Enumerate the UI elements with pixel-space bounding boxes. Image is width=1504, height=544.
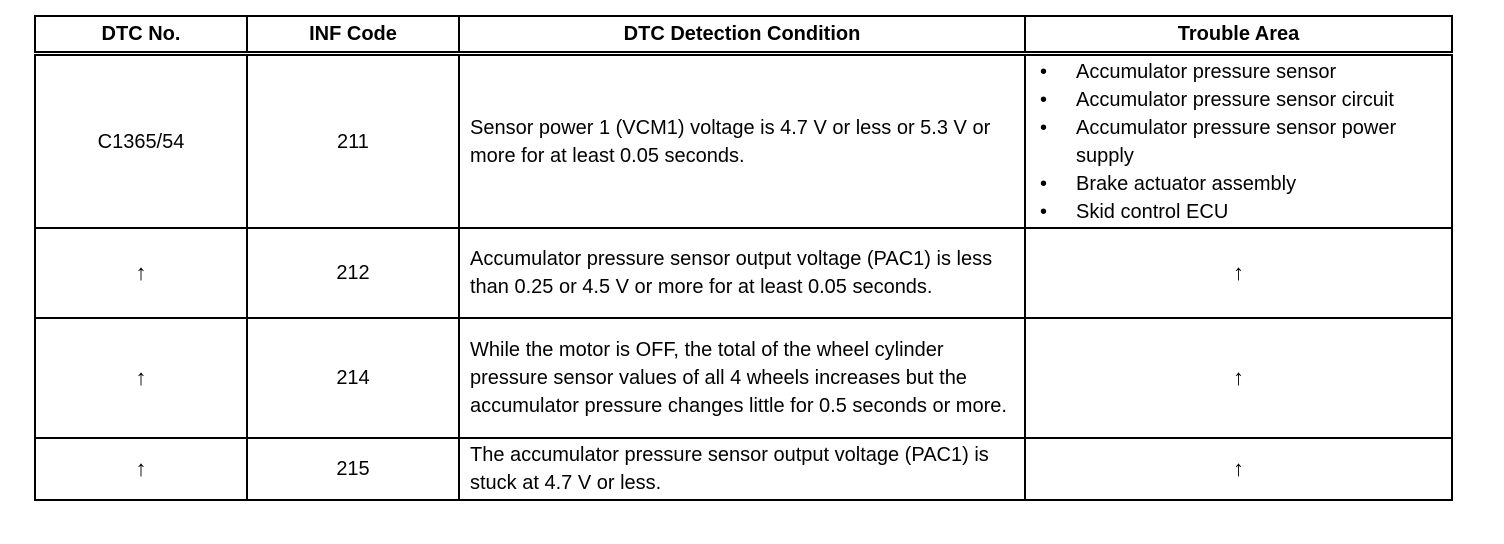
trouble-item-text: Brake actuator assembly	[1076, 172, 1297, 195]
list-item	[1036, 58, 1441, 86]
list-item	[1036, 170, 1441, 198]
dtc-no-same-as-above-icon: ↑	[35, 318, 247, 438]
inf-code-cell: 212	[247, 228, 459, 318]
header-dtc-no: DTC No.	[35, 16, 247, 54]
trouble-area-cell	[1025, 54, 1452, 229]
trouble-item-text: Skid control ECU	[1076, 200, 1229, 223]
header-row	[35, 16, 1452, 54]
inf-code-cell: 215	[247, 438, 459, 500]
table-row	[35, 318, 1452, 438]
list-item	[1036, 86, 1441, 114]
dtc-no-cell: C1365/54	[35, 54, 247, 229]
detection-condition-cell: Accumulator pressure sensor output voltage (PAC1) is less than 0.25 or 4.5 V or more for at least 0.05 seconds.	[459, 228, 1025, 318]
table-row	[35, 438, 1452, 500]
bullet-icon: •	[1040, 200, 1048, 223]
trouble-item-text: Accumulator pressure sensor circuit	[1076, 88, 1394, 111]
trouble-area-same-as-above-icon: ↑	[1025, 228, 1452, 318]
inf-code-cell: 211	[247, 54, 459, 229]
trouble-item-text: Accumulator pressure sensor power supply	[1076, 116, 1397, 167]
dtc-no-same-as-above-icon: ↑	[35, 228, 247, 318]
detection-condition-cell: The accumulator pressure sensor output voltage (PAC1) is stuck at 4.7 V or less.	[459, 438, 1025, 500]
table-body	[35, 54, 1452, 501]
table-header	[35, 16, 1452, 54]
dtc-table	[34, 15, 1453, 501]
dtc-no-same-as-above-icon: ↑	[35, 438, 247, 500]
header-detection-condition: DTC Detection Condition	[459, 16, 1025, 54]
table-row	[35, 228, 1452, 318]
bullet-icon: •	[1040, 60, 1048, 83]
bullet-icon: •	[1040, 88, 1048, 111]
detection-condition-cell: Sensor power 1 (VCM1) voltage is 4.7 V or less or 5.3 V or more for at least 0.05 seconds.	[459, 54, 1025, 229]
trouble-area-same-as-above-icon: ↑	[1025, 318, 1452, 438]
trouble-item-text: Accumulator pressure sensor	[1076, 60, 1337, 83]
list-item	[1036, 114, 1441, 170]
trouble-area-list	[1036, 58, 1441, 226]
list-item	[1036, 198, 1441, 226]
header-inf-code: INF Code	[247, 16, 459, 54]
detection-condition-cell: While the motor is OFF, the total of the wheel cylinder pressure sensor values of all 4 wheels increases but the accumulator pressure changes little for 0.5 seconds or more.	[459, 318, 1025, 438]
table-row	[35, 54, 1452, 229]
header-trouble-area: Trouble Area	[1025, 16, 1452, 54]
inf-code-cell: 214	[247, 318, 459, 438]
trouble-area-same-as-above-icon: ↑	[1025, 438, 1452, 500]
bullet-icon: •	[1040, 116, 1048, 139]
bullet-icon: •	[1040, 172, 1048, 195]
